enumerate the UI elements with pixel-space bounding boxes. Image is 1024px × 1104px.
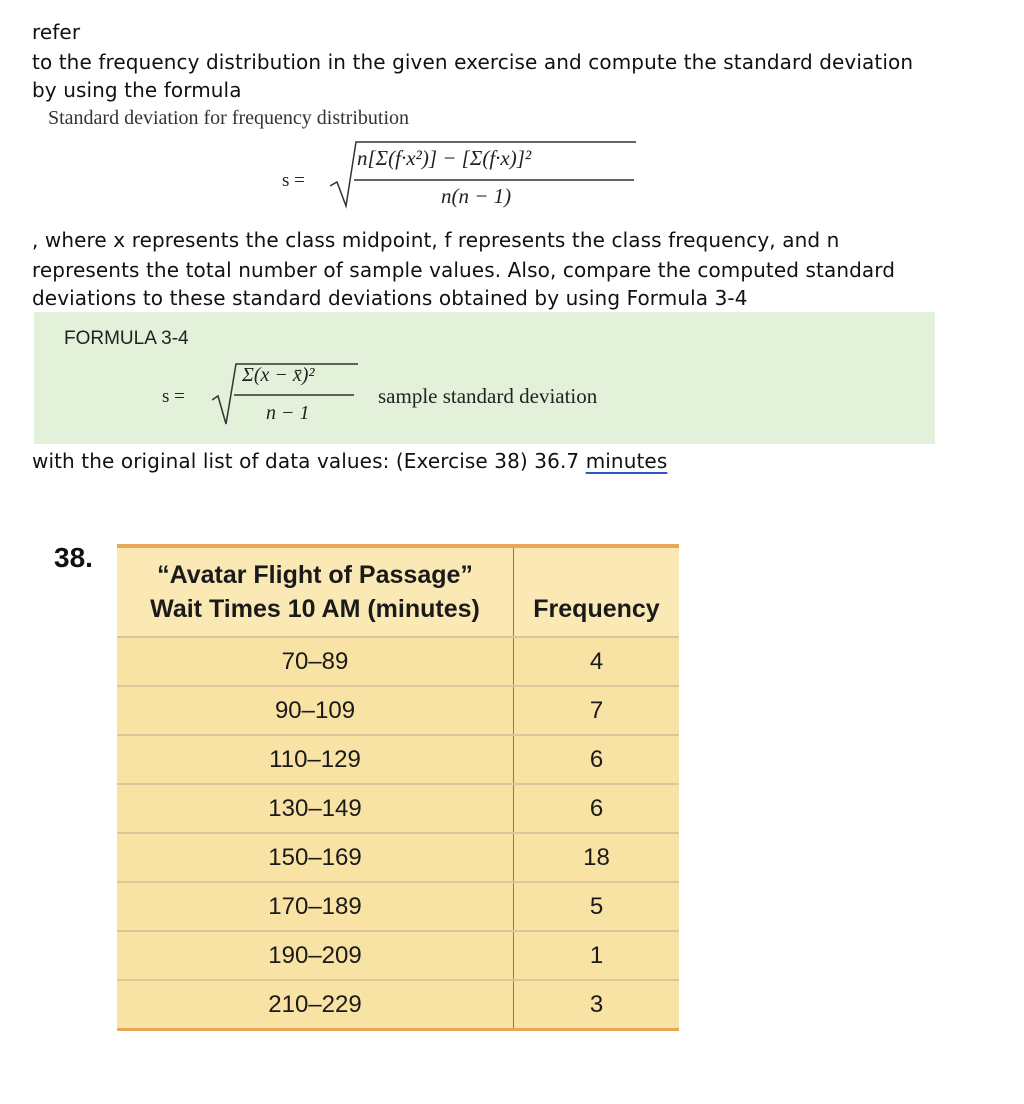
header-wait-times-line-1: “Avatar Flight of Passage” — [157, 561, 473, 589]
row-frequency: 7 — [514, 686, 680, 735]
row-range: 130–149 — [117, 784, 514, 833]
formula-numerator: n[Σ(f·x²)] − [Σ(f·x)]² — [357, 146, 532, 170]
row-range: 110–129 — [117, 735, 514, 784]
row-frequency: 3 — [514, 980, 680, 1030]
formula-3-4-denominator: n − 1 — [266, 402, 310, 424]
table-row — [117, 735, 679, 784]
intro-line-2: to the frequency distribution in the given exercise and compute the standard deviation — [32, 50, 914, 74]
row-range: 170–189 — [117, 882, 514, 931]
closing-underlined-word: minutes — [585, 449, 668, 473]
row-range: 150–169 — [117, 833, 514, 882]
formula-3-4-label: FORMULA 3-4 — [64, 328, 189, 349]
explanation-line-2: represents the total number of sample values. Also, compare the computed standard — [32, 258, 896, 282]
row-frequency: 1 — [514, 931, 680, 980]
row-range: 190–209 — [117, 931, 514, 980]
row-frequency: 6 — [514, 784, 680, 833]
intro-line-1: refer — [32, 20, 81, 44]
closing-line — [32, 447, 667, 475]
formula-denominator: n(n − 1) — [441, 184, 512, 208]
formula-3-4-lhs: s = — [162, 386, 185, 407]
intro-line-3: by using the formula — [32, 78, 242, 102]
formula-3-4-numerator: Σ(x − x̄)² — [242, 364, 315, 386]
frequency-table — [117, 544, 679, 1031]
row-frequency: 6 — [514, 735, 680, 784]
header-frequency: Frequency — [514, 546, 680, 637]
table-header-row — [117, 546, 679, 637]
header-wait-times-line-2: Wait Times 10 AM (minutes) — [150, 595, 480, 623]
table-row — [117, 784, 679, 833]
row-range: 70–89 — [117, 637, 514, 686]
header-wait-times — [117, 546, 514, 637]
table-row — [117, 980, 679, 1030]
formula-caption: Standard deviation for frequency distribution — [48, 107, 410, 129]
table-row — [117, 833, 679, 882]
row-range: 210–229 — [117, 980, 514, 1030]
explanation-line-1: , where x represents the class midpoint, f represents the class frequency, and n — [32, 228, 840, 252]
table-row — [117, 931, 679, 980]
exercise-number: 38. — [54, 542, 93, 573]
row-frequency: 4 — [514, 637, 680, 686]
explanation-line-3: deviations to these standard deviations obtained by using Formula 3-4 — [32, 286, 748, 310]
row-range: 90–109 — [117, 686, 514, 735]
table-row — [117, 686, 679, 735]
formula-3-4-description: sample standard deviation — [378, 384, 598, 408]
closing-text: with the original list of data values: (Exercise 38) 36.7 — [32, 449, 586, 473]
row-frequency: 18 — [514, 833, 680, 882]
table-row — [117, 882, 679, 931]
row-frequency: 5 — [514, 882, 680, 931]
table-row — [117, 637, 679, 686]
formula-lhs: s = — [282, 170, 305, 191]
